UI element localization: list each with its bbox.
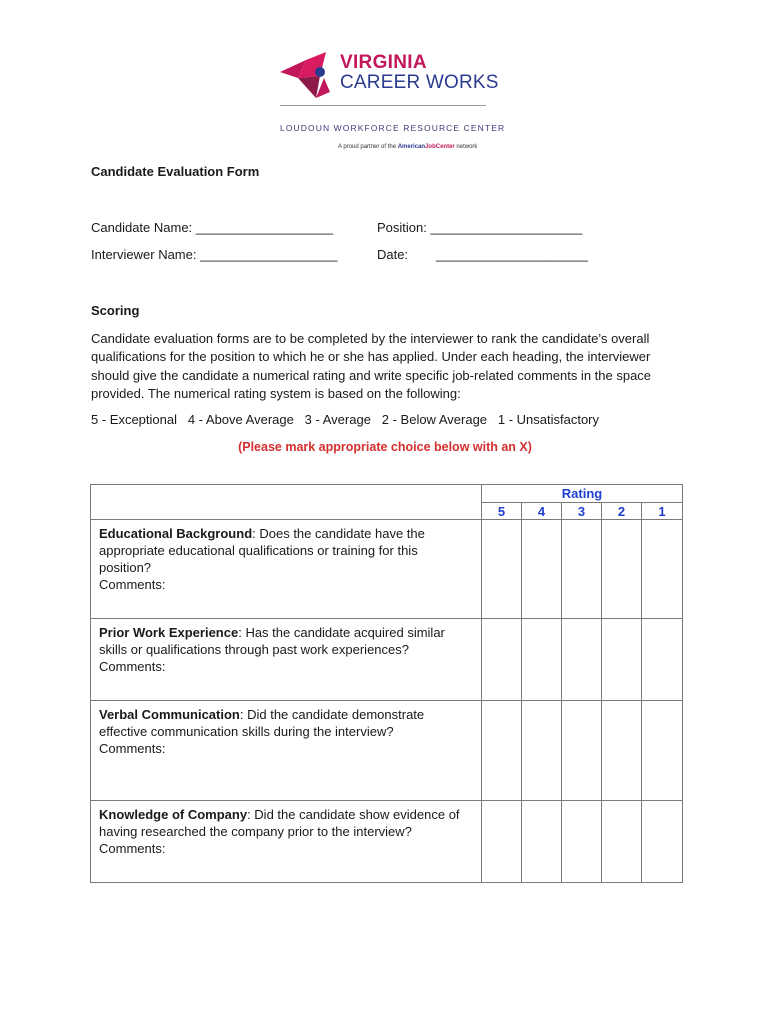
rating-scale: 5 - Exceptional 4 - Above Average 3 - Average 2 - Below Average 1 - Unsatisfactory (91, 412, 600, 427)
rating-cell-3[interactable] (562, 619, 602, 701)
table-row (91, 520, 683, 619)
rating-cell-5[interactable] (482, 701, 522, 801)
table-header-row (91, 485, 683, 503)
table-row (91, 801, 683, 883)
date-label: Date: (377, 247, 409, 262)
criteria-header-cell (91, 485, 482, 520)
scoring-heading: Scoring (91, 303, 140, 318)
logo-career-works-text: CAREER WORKS (340, 72, 499, 93)
criterion-verbal-communication (91, 701, 482, 801)
rating-cell-1[interactable] (642, 701, 683, 801)
rating-cell-4[interactable] (522, 701, 562, 801)
rating-cell-4[interactable] (522, 520, 562, 619)
logo-divider (280, 105, 486, 106)
rating-cell-3[interactable] (562, 801, 602, 883)
rating-cell-2[interactable] (602, 619, 642, 701)
criterion-title: Prior Work Experience (99, 625, 239, 640)
criterion-prior-work-experience (91, 619, 482, 701)
bird-logo-icon (276, 48, 340, 104)
criterion-title: Verbal Communication (99, 707, 240, 722)
criterion-question: : Did the candidate demonstrate effective communication skills during the interview? (99, 707, 425, 739)
partner-suffix: network (454, 144, 478, 150)
rating-col-1: 1 (642, 503, 683, 520)
rating-cell-1[interactable] (642, 619, 683, 701)
rating-cell-4[interactable] (522, 801, 562, 883)
rating-cell-1[interactable] (642, 520, 683, 619)
rating-col-5: 5 (482, 503, 522, 520)
logo-subtitle: LOUDOUN WORKFORCE RESOURCE CENTER (280, 123, 506, 133)
partner-ajc-american: American (397, 144, 426, 150)
criterion-question: : Did the candidate show evidence of having researched the company prior to the interview? (99, 807, 460, 839)
criterion-question: : Does the candidate have the appropriate educational qualifications or training for this position? (99, 526, 425, 575)
mark-instruction: (Please mark appropriate choice below with an X) (238, 440, 532, 454)
rating-cell-2[interactable] (602, 801, 642, 883)
rating-cell-4[interactable] (522, 619, 562, 701)
criterion-knowledge-of-company (91, 801, 482, 883)
criterion-question: : Has the candidate acquired similar skills or qualifications through past work experiences? (99, 625, 445, 657)
form-title: Candidate Evaluation Form (91, 164, 260, 179)
criterion-comments[interactable]: Comments: (99, 741, 166, 756)
criterion-comments[interactable]: Comments: (99, 659, 166, 674)
evaluation-table (90, 484, 683, 883)
date-field[interactable]: _____________________ (436, 247, 588, 262)
partner-prefix: A proud partner of the (338, 144, 398, 150)
rating-cell-5[interactable] (482, 801, 522, 883)
scoring-paragraph: Candidate evaluation forms are to be completed by the interviewer to rank the candidate’s overall qualifications for the position to which he or she has applied. Under each heading, the interviewer should give the candidate a numerical rating and write specific job-related comments in the space provided. The numerical rating system is based on the following: (91, 331, 652, 401)
partner-ajc-jobcenter: JobCenter (425, 144, 455, 150)
virginia-career-works-logo (276, 48, 506, 158)
table-row (91, 619, 683, 701)
rating-cell-2[interactable] (602, 701, 642, 801)
criterion-educational-background (91, 520, 482, 619)
interviewer-name-field[interactable]: Interviewer Name: ___________________ (91, 247, 338, 262)
rating-cell-2[interactable] (602, 520, 642, 619)
logo-virginia-text: VIRGINIA (340, 52, 427, 73)
criterion-title: Educational Background (99, 526, 253, 541)
position-field[interactable]: Position: _____________________ (377, 220, 583, 235)
candidate-name-field[interactable]: Candidate Name: ___________________ (91, 220, 334, 235)
criterion-title: Knowledge of Company (99, 807, 248, 822)
table-row (91, 701, 683, 801)
rating-col-3: 3 (562, 503, 602, 520)
rating-cell-3[interactable] (562, 701, 602, 801)
criterion-comments[interactable]: Comments: (99, 577, 166, 592)
rating-cell-5[interactable] (482, 619, 522, 701)
rating-cell-5[interactable] (482, 520, 522, 619)
rating-header: Rating (482, 485, 683, 503)
rating-col-4: 4 (522, 503, 562, 520)
criterion-comments[interactable]: Comments: (99, 841, 166, 856)
rating-cell-3[interactable] (562, 520, 602, 619)
rating-col-2: 2 (602, 503, 642, 520)
rating-cell-1[interactable] (642, 801, 683, 883)
logo-partner-line (338, 144, 477, 150)
